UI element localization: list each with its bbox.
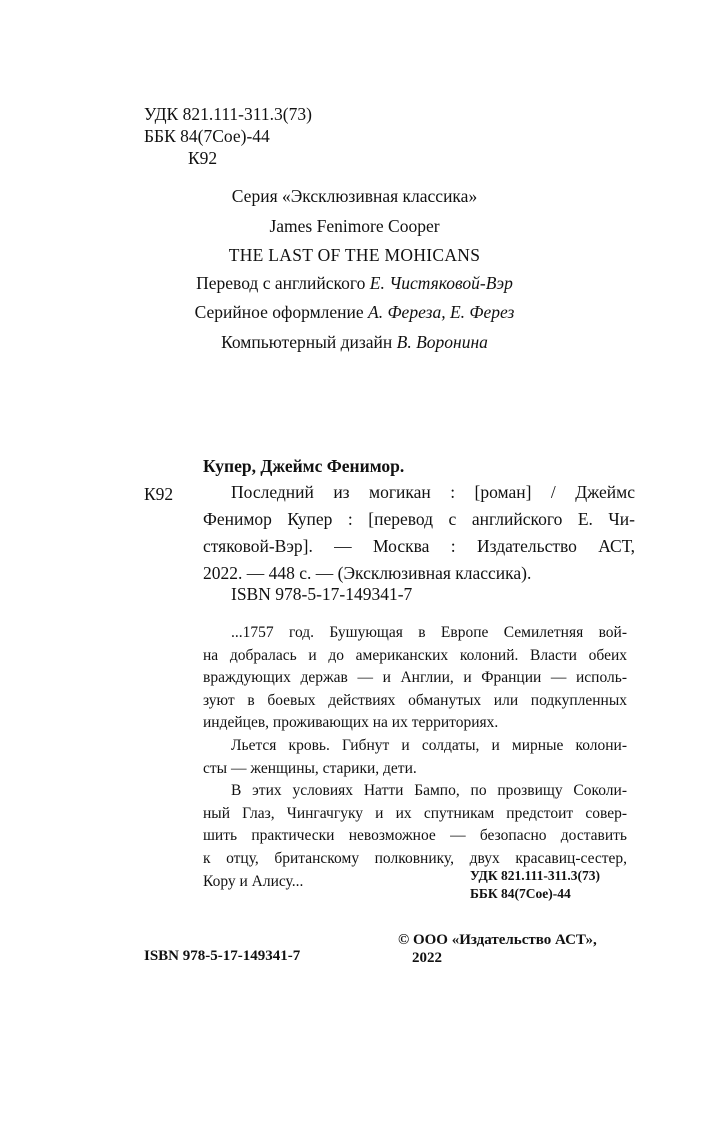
catalog-author-heading: Купер, Джеймс Фенимор. (203, 456, 405, 476)
original-title: THE LAST OF THE MOHICANS (228, 245, 481, 265)
catalog-line: 2022. — 448 с. — (Эксклюзивная классика). (203, 563, 532, 583)
annotation-line: зуют в боевых действиях обманутых или подкупленных (203, 691, 627, 709)
translation-label: Перевод с английского (196, 273, 366, 293)
annotation-line: индейцев, проживающих на их территориях. (203, 714, 499, 732)
catalog-line: Фенимор Купер : [перевод с английского Е. Чи- (203, 509, 635, 529)
annotation-line: на добралась и до американских колоний. Власти обеих (203, 646, 627, 664)
annotation (203, 622, 627, 893)
catalog-description (203, 479, 635, 587)
footer-bbk-code: ББК 84(7Сое)-44 (470, 886, 571, 901)
series-design-credit (0, 301, 709, 323)
original-author: James Fenimore Cooper (269, 216, 440, 236)
computer-design-credit (0, 331, 709, 353)
series-line: Серия «Эксклюзивная классика» (231, 186, 478, 206)
catalog-isbn: ISBN 978-5-17-149341-7 (231, 584, 413, 604)
annotation-line: В этих условиях Натти Бампо, по прозвищу Соколи- (231, 782, 627, 800)
bbk-code: ББК 84(7Сое)-44 (144, 126, 270, 146)
footer-udk-code: УДК 821.111-311.3(73) (470, 868, 600, 883)
catalog-line: Последний из могикан : [роман] / Джеймс (231, 482, 635, 502)
annotation-line: ный Глаз, Чингачгуку и их спутникам предстоит совер- (203, 804, 627, 822)
series-design-label: Серийное оформление (194, 302, 364, 322)
translator-name: Е. Чистяковой-Вэр (369, 273, 513, 293)
imprint-isbn: ISBN 978-5-17-149341-7 (144, 948, 301, 964)
annotation-line: Кору и Алису... (203, 872, 304, 890)
computer-design-label: Компьютерный дизайн (221, 332, 393, 352)
annotation-line: к отцу, британскому полковнику, двух красавиц-сестер, (203, 849, 627, 867)
udk-code: УДК 821.111-311.3(73) (144, 104, 312, 124)
computer-design-name: В. Воронина (396, 332, 488, 352)
translation-credit (0, 272, 709, 294)
catalog-mark: К92 (144, 484, 174, 504)
annotation-line: Льется кровь. Гибнут и солдаты, и мирные колони- (231, 736, 627, 754)
annotation-line: сты — женщины, старики, дети. (203, 759, 417, 777)
annotation-line: враждующих держав — и Англии, и Франции — исполь- (203, 669, 627, 687)
author-mark: К92 (188, 148, 218, 168)
series-design-names: А. Фереза, Е. Ферез (368, 302, 515, 322)
copyright-year: 2022 (412, 950, 442, 966)
catalog-line: стяковой-Вэр]. — Москва : Издательство АСТ, (203, 536, 635, 556)
annotation-line: шить практически невозможное — безопасно доставить (203, 827, 627, 845)
annotation-line: ...1757 год. Бушующая в Европе Семилетняя вой- (231, 624, 627, 641)
copyright-line: © ООО «Издательство АСТ», (398, 932, 597, 948)
